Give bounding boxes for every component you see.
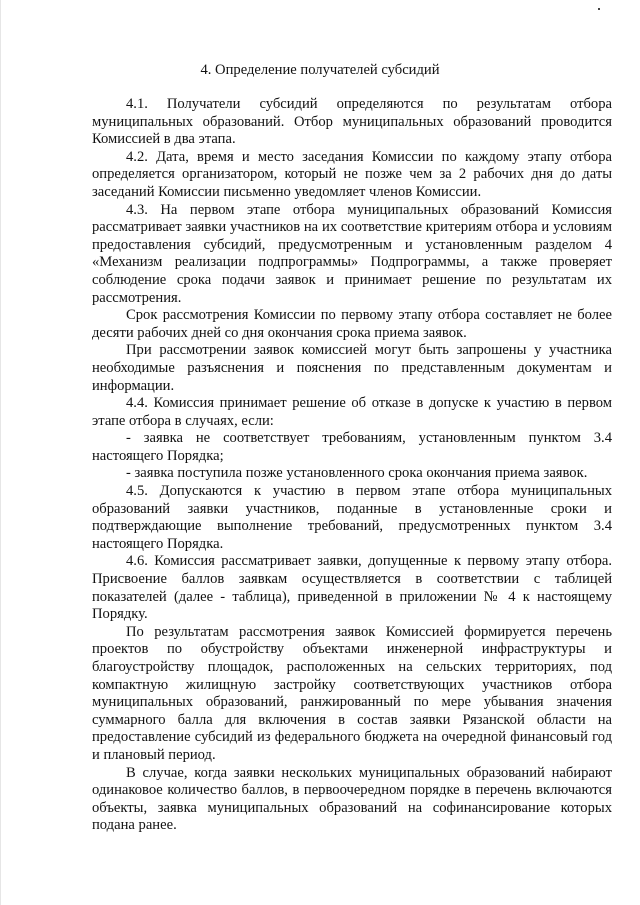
- list-item-late: - заявка поступила позже установленного срока окончания приема заявок.: [126, 465, 588, 482]
- paragraph-4-2: 4.2. Дата, время и место заседания Комиссии по каждому этапу отбора определяется организатором, который не позже чем за 2 рабочих дня до даты заседаний Комиссии письменно уведомляет членов Комиссии.: [92, 148, 612, 200]
- paragraph-clarifications: При рассмотрении заявок комиссией могут быть запрошены у участника необходимые разъяснения и пояснения по представленным документам и информации.: [92, 342, 612, 394]
- list-item-noncompliant: - заявка не соответствует требованиям, установленным пунктом 3.4 настоящего Порядка;: [92, 430, 612, 464]
- paragraph-4-3: 4.3. На первом этапе отбора муниципальных образований Комиссия рассматривает заявки участников на их соответствие критериям отбора и условиям предоставления субсидий, предусмотренным и установленным разделом 4 «Механизм реализации подпрограммы» Подпрограммы, а также проверяет соблюдение срока подачи заявок и принимает решение по результатам их рассмотрения.: [92, 201, 612, 306]
- paragraph-4-5: 4.5. Допускаются к участию в первом этапе отбора муниципальных образований заявки участников, поданные в установленные сроки и подтверждающие выполнение требований, предусмотренных пунктом 3.4 настоящего Порядка.: [92, 483, 612, 552]
- paragraph-review-term: Срок рассмотрения Комиссии по первому этапу отбора составляет не более десяти рабочих дней со дня окончания срока приема заявок.: [92, 307, 612, 341]
- paragraph-equal-scores: В случае, когда заявки нескольких муниципальных образований набирают одинаковое количество баллов, в первоочередном порядке в перечень включаются объекты, заявка муниципальных образований на софинансирование которых подана ранее.: [92, 764, 612, 834]
- paragraph-4-4: 4.4. Комиссия принимает решение об отказе в допуске к участию в первом этапе отбора в случаях, если:: [92, 395, 612, 429]
- document-body: [92, 96, 612, 835]
- scan-speck: [598, 8, 600, 10]
- paragraph-4-1: 4.1. Получатели субсидий определяются по результатам отбора муниципальных образований. Отбор муниципальных образований проводится Комиссией в два этапа.: [92, 96, 612, 148]
- paragraph-4-6: 4.6. Комиссия рассматривает заявки, допущенные к первому этапу отбора. Присвоение баллов заявкам осуществляется в соответствии с таблицей показателей (далее - таблица), приведенной в приложении № 4 к настоящему Порядку.: [92, 553, 612, 623]
- paragraph-ranking-list: По результатам рассмотрения заявок Комиссией формируется перечень проектов по обустройству объектами инженерной инфраструктуры и благоустройству площадок, расположенных на сельских территориях, под компактную жилищную застройку соответствующих участников отбора муниципальных образований, ранжированный по мере убывания значения суммарного балла для включения в состав заявки Рязанской области на предоставление субсидий из федерального бюджета на очередной финансовый год и плановый период.: [92, 623, 612, 763]
- section-heading: 4. Определение получателей субсидий: [200, 62, 440, 78]
- page-edge: [0, 0, 1, 905]
